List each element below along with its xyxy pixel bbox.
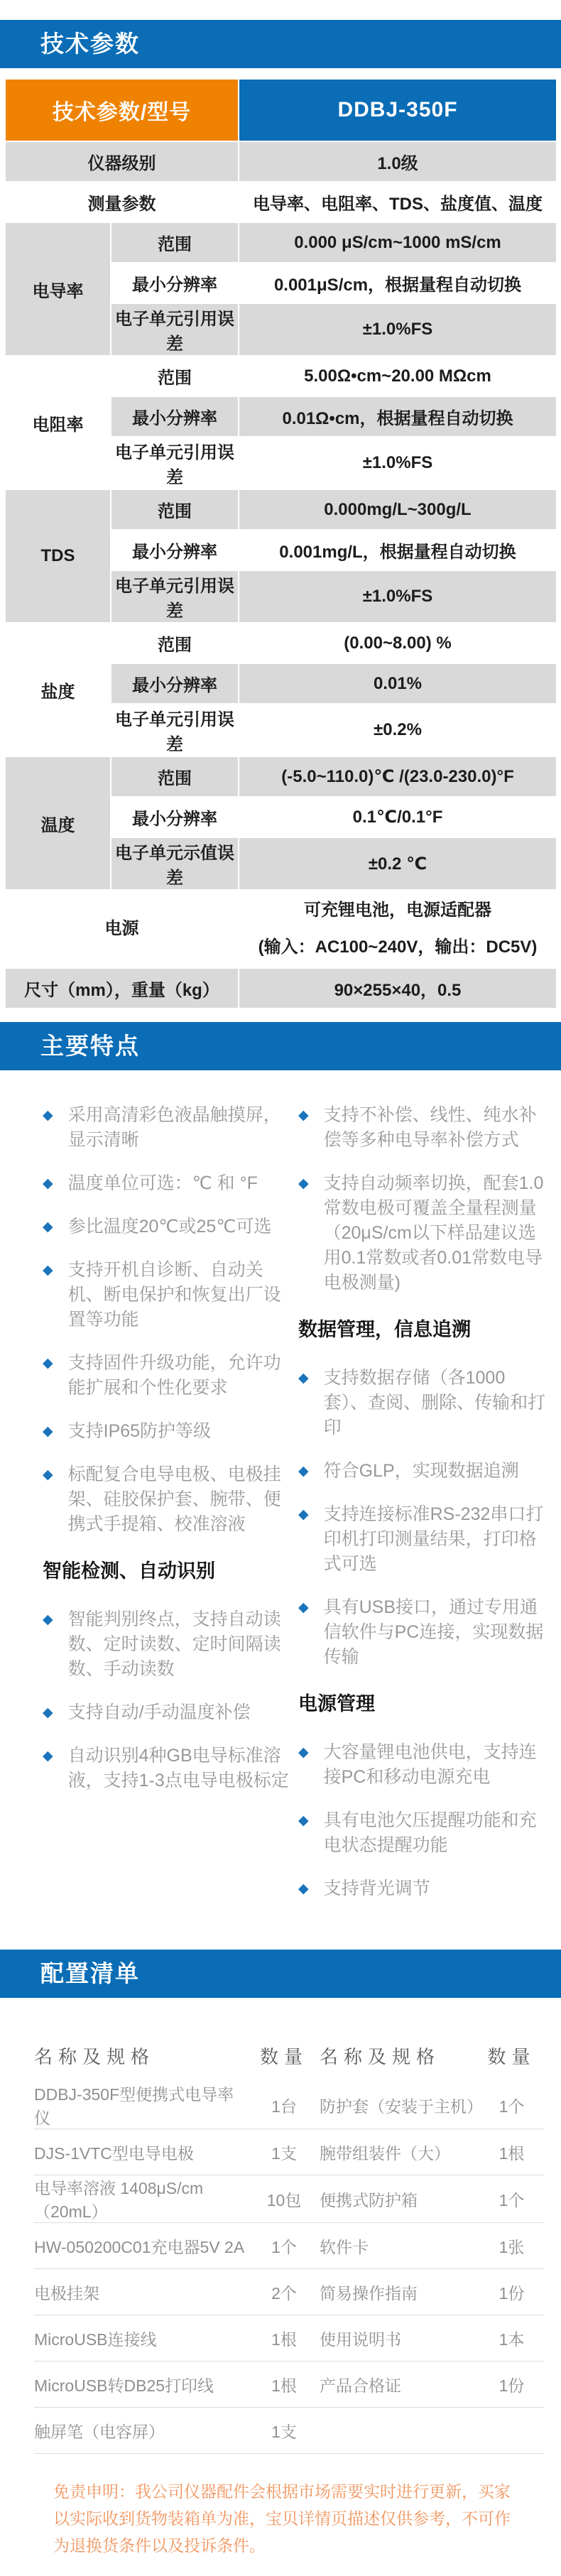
spec-value: 0.01% [239, 664, 556, 703]
feature-subheader: 智能检测、自动识别 [43, 1560, 215, 1582]
diamond-bullet-icon: ◆ [298, 1176, 309, 1191]
config-item-qty: 1份 [499, 2283, 525, 2303]
spec-value: 0.000mg/L~300g/L [239, 490, 556, 529]
spec-sublabel: 范围 [111, 223, 238, 262]
diamond-bullet-icon: ◆ [298, 1813, 309, 1828]
spec-header-model: DDBJ-350F [239, 80, 556, 141]
diamond-bullet-icon: ◆ [43, 1356, 53, 1371]
spec-category-tds: TDS [6, 490, 110, 622]
table-row [6, 757, 556, 796]
config-item-name: 便携式防护箱 [320, 2190, 418, 2210]
config-row [34, 2175, 544, 2223]
config-item-name: 腕带组装件（大） [320, 2143, 450, 2163]
spec-value: 5.00Ω•cm~20.00 MΩcm [239, 357, 556, 396]
feature-text: 支持背光调节 [323, 1879, 430, 1898]
diamond-bullet-icon: ◆ [298, 1600, 309, 1615]
spec-header-row [6, 80, 556, 141]
feature-text: 具有USB接口，通过专用通信软件与PC连接，实现数据传输 [323, 1597, 544, 1667]
spec-sublabel: 范围 [111, 490, 238, 529]
spec-value: 90×255×40，0.5 [239, 969, 556, 1008]
spec-sublabel: 最小分辨率 [111, 664, 238, 703]
config-item-name: 产品合格证 [320, 2376, 401, 2395]
spec-category-resistivity: 电阻率 [6, 357, 110, 489]
config-row [34, 2129, 544, 2175]
spec-value: (0.00~8.00) % [239, 624, 556, 663]
table-row [6, 183, 556, 222]
feature-item [298, 1808, 548, 1858]
config-item-qty: 10包 [266, 2190, 302, 2210]
feature-text: 参比温度20℃或25℃可选 [67, 1217, 272, 1237]
config-row [34, 2362, 544, 2408]
config-item-qty: 1支 [271, 2143, 297, 2163]
spec-value: 1.0级 [239, 142, 556, 181]
config-item-qty: 1支 [271, 2422, 297, 2441]
spec-value: 0.000 μS/cm~1000 mS/cm [239, 223, 556, 262]
feature-text: 支持连接标准RS-232串口打印机打印测量结果，打印格式可选 [323, 1504, 544, 1574]
feature-item [298, 1171, 548, 1295]
feature-subheader: 电源管理 [298, 1693, 375, 1714]
power-line2: (输入：AC100~240V，输出：DC5V) [258, 938, 538, 957]
feature-text: 智能判别终点，支持自动读数、定时读数、定时间隔读数、手动读数 [67, 1609, 281, 1679]
spec-value: ±1.0%FS [239, 438, 556, 489]
feature-item [43, 1103, 293, 1153]
feature-item [43, 1744, 293, 1793]
config-row [34, 2315, 544, 2362]
diamond-bullet-icon: ◆ [43, 1467, 53, 1482]
table-row-size [6, 969, 556, 1008]
spec-sublabel: 范围 [111, 357, 238, 396]
diamond-bullet-icon: ◆ [298, 1881, 309, 1896]
config-row [34, 2223, 544, 2269]
table-row [6, 357, 556, 396]
spec-sublabel: 范围 [111, 757, 238, 796]
feature-text: 支持不补偿、线性、纯水补偿等多种电导率补偿方式 [323, 1105, 537, 1150]
config-item-qty: 1张 [499, 2237, 525, 2256]
config-header-row [34, 2029, 544, 2082]
feature-text: 温度单位可选：℃ 和 °F [67, 1173, 258, 1193]
table-row [6, 142, 556, 181]
spec-sublabel: 范围 [111, 624, 238, 663]
diamond-bullet-icon: ◆ [43, 1612, 53, 1627]
feature-text: 支持固件升级功能，允许功能扩展和个性化要求 [67, 1353, 281, 1398]
diamond-bullet-icon: ◆ [298, 1745, 309, 1760]
feature-item [298, 1103, 548, 1153]
spec-sublabel: 电子单元引用误差 [111, 438, 238, 489]
feature-item [298, 1502, 548, 1577]
features-area [0, 1070, 561, 1944]
diamond-bullet-icon: ◆ [298, 1371, 309, 1386]
spec-category-conductivity: 电导率 [6, 223, 110, 355]
feature-text: 支持开机自诊断、自动关机、断电保护和恢复出厂设置等功能 [67, 1260, 281, 1330]
spec-sublabel: 最小分辨率 [111, 798, 238, 837]
spec-value: ±0.2% [239, 705, 556, 756]
feature-text: 支持自动频率切换，配套1.0常数电极可覆盖全量程测量（20μS/cm以下样品建议选用0.1常数或者0.01常数电导电极测量) [323, 1173, 544, 1293]
config-item-name: HW-050200C01充电器5V 2A [34, 2237, 245, 2256]
spec-category-salinity: 盐度 [6, 624, 110, 756]
config-item-name: 使用说明书 [320, 2330, 401, 2349]
feature-item [43, 1419, 293, 1444]
spec-value: ±1.0%FS [239, 304, 556, 355]
diamond-bullet-icon: ◆ [43, 1705, 53, 1720]
feature-text: 符合GLP，实现数据追溯 [323, 1461, 519, 1481]
feature-item [43, 1258, 293, 1332]
diamond-bullet-icon: ◆ [43, 1749, 53, 1763]
spec-label: 测量参数 [6, 183, 238, 222]
spec-sublabel: 最小分辨率 [111, 531, 238, 570]
spec-value: ±1.0%FS [239, 571, 556, 622]
config-item-qty: 1根 [271, 2376, 297, 2395]
spec-value: 0.01Ω•cm，根据量程自动切换 [239, 397, 556, 436]
config-table [34, 2029, 544, 2454]
spec-header-label: 技术参数/型号 [6, 80, 238, 141]
config-item-qty: 1根 [499, 2143, 525, 2163]
feature-text: 具有电池欠压提醒功能和充电状态提醒功能 [323, 1810, 537, 1855]
config-row [34, 2269, 544, 2315]
config-item-name: DDBJ-350F型便携式电导率仪 [34, 2085, 234, 2127]
feature-item [43, 1607, 293, 1682]
table-row [6, 624, 556, 663]
feature-item [298, 1740, 548, 1790]
config-item-name: 触屏笔（电容屏） [34, 2422, 165, 2441]
diamond-bullet-icon: ◆ [43, 1176, 53, 1191]
feature-text: 大容量锂电池供电，支持连接PC和移动电源充电 [323, 1742, 537, 1787]
feature-text: 支持数据存储（各1000套）、查阅、删除、传输和打印 [323, 1368, 546, 1438]
config-item-name: DJS-1VTC型电导电极 [34, 2143, 194, 2163]
spec-sublabel: 电子单元引用误差 [111, 571, 238, 622]
spec-sublabel: 最小分辨率 [111, 397, 238, 436]
table-row [6, 490, 556, 529]
diamond-bullet-icon: ◆ [43, 1108, 53, 1123]
config-row [34, 2408, 544, 2454]
feature-item [298, 1876, 548, 1901]
section-header-tech-params: 技术参数 [0, 20, 561, 68]
table-row-power [6, 891, 556, 967]
config-item-name: 电导率溶液 1408μS/cm（20mL） [34, 2179, 204, 2221]
table-row [6, 223, 556, 262]
config-item-name: MicroUSB连接线 [34, 2330, 157, 2349]
feature-text: 采用高清彩色液晶触摸屏，显示清晰 [67, 1105, 281, 1150]
features-right-column [298, 1103, 548, 1920]
feature-item [298, 1459, 548, 1484]
spec-value: 0.1℃/0.1°F [239, 798, 556, 837]
config-item-qty: 1份 [499, 2376, 525, 2395]
feature-item [43, 1171, 293, 1196]
config-item-name: 电极挂架 [34, 2283, 99, 2303]
config-item-qty: 1根 [271, 2330, 297, 2349]
spec-sublabel: 电子单元示值误差 [111, 838, 238, 889]
config-item-qty: 1个 [499, 2190, 525, 2210]
config-item-qty: 1台 [271, 2097, 297, 2116]
config-col-header: 数量 [487, 2045, 536, 2067]
spec-value: 电导率、电阻率、TDS、盐度值、温度 [239, 183, 556, 222]
spec-label: 仪器级别 [6, 142, 238, 181]
config-item-name: 简易操作指南 [320, 2283, 418, 2303]
config-row [34, 2082, 544, 2129]
diamond-bullet-icon: ◆ [43, 1424, 53, 1439]
feature-text: 支持IP65防护等级 [67, 1421, 212, 1441]
config-item-name: 软件卡 [320, 2237, 369, 2256]
diamond-bullet-icon: ◆ [298, 1507, 309, 1522]
spec-sublabel: 电子单元引用误差 [111, 705, 238, 756]
diamond-bullet-icon: ◆ [298, 1108, 309, 1123]
spec-label: 电源 [6, 891, 238, 967]
feature-item [43, 1351, 293, 1401]
config-item-name: MicroUSB转DB25打印线 [34, 2376, 214, 2395]
config-item-qty: 2个 [271, 2283, 297, 2303]
spec-value [239, 891, 556, 967]
power-line1: 可充锂电池，电源适配器 [304, 901, 491, 920]
section-header-features: 主要特点 [0, 1022, 561, 1070]
section-header-config: 配置清单 [0, 1950, 561, 1998]
spec-sublabel: 电子单元引用误差 [111, 304, 238, 355]
spec-value: ±0.2 ℃ [239, 838, 556, 889]
spec-value: (-5.0~110.0)℃ /(23.0-230.0)°F [239, 757, 556, 796]
feature-item [298, 1366, 548, 1440]
disclaimer-text: 免责申明：我公司仪器配件会根据市场需要实时进行更新，买家以实际收到货物装箱单为准，宝贝详情页描述仅供参考，不可作为退换货条件以及投诉条件。 [53, 2482, 511, 2555]
spec-value: 0.001μS/cm，根据量程自动切换 [239, 263, 556, 303]
diamond-bullet-icon: ◆ [298, 1464, 309, 1479]
diamond-bullet-icon: ◆ [43, 1263, 53, 1278]
spec-label: 尺寸（mm），重量（kg） [6, 969, 238, 1008]
feature-text: 标配复合电导电极、电极挂架、硅胶保护套、腕带、便携式手提箱、校准溶液 [67, 1464, 281, 1534]
spec-sublabel: 最小分辨率 [111, 263, 238, 303]
feature-text: 支持自动/手动温度补偿 [67, 1702, 251, 1722]
spec-table [4, 78, 557, 1009]
config-col-header: 名称及规格 [320, 2045, 441, 2067]
feature-subheader: 数据管理，信息追溯 [298, 1319, 471, 1340]
spec-value: 0.001mg/L，根据量程自动切换 [239, 531, 556, 570]
config-item-name: 防护套（安装于主机） [320, 2097, 483, 2116]
config-item-qty: 1本 [499, 2330, 525, 2349]
feature-item [298, 1595, 548, 1670]
config-col-header: 数量 [259, 2045, 308, 2067]
diamond-bullet-icon: ◆ [43, 1219, 53, 1234]
feature-item [43, 1700, 293, 1725]
features-left-column [43, 1103, 293, 1920]
feature-item [43, 1462, 293, 1537]
feature-item [43, 1214, 293, 1239]
feature-text: 自动识别4种GB电导标准溶液，支持1-3点电导电极标定 [67, 1746, 289, 1790]
config-item-qty: 1个 [499, 2097, 525, 2116]
config-col-header: 名称及规格 [34, 2045, 156, 2067]
config-item-qty: 1个 [271, 2237, 297, 2256]
spec-category-temperature: 温度 [6, 757, 110, 889]
